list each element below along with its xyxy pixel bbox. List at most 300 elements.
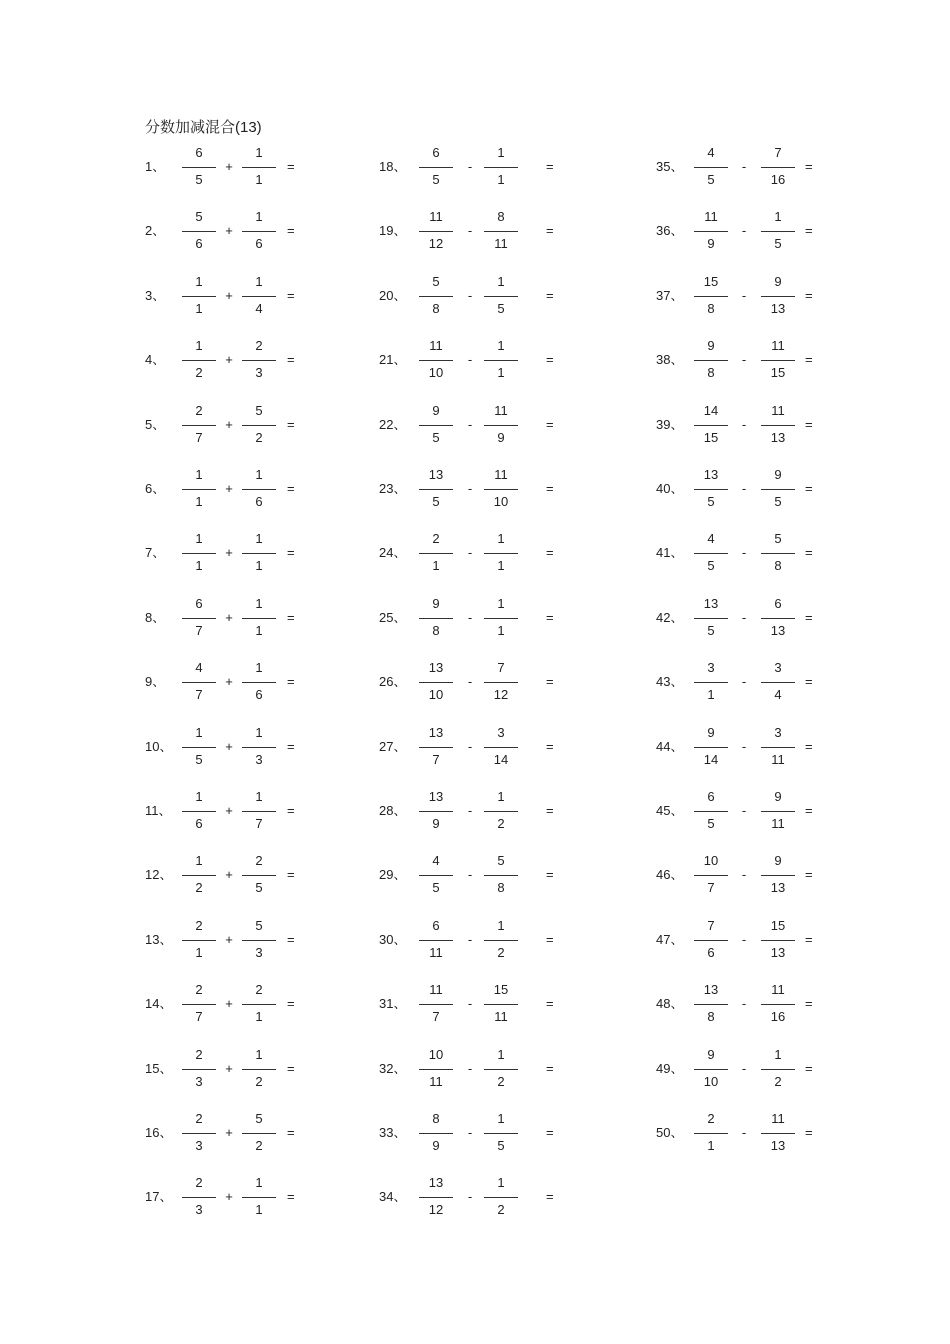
operator-sign: - (741, 352, 747, 368)
operator-sign: - (467, 159, 473, 174)
fraction-bar (694, 296, 728, 297)
fraction-bar (761, 618, 795, 619)
numerator: 1 (195, 531, 203, 547)
numerator: 15 (493, 982, 509, 998)
equals-sign: = (546, 931, 554, 947)
denominator: 8 (432, 622, 440, 638)
equals-sign: = (546, 609, 554, 625)
fraction (694, 465, 728, 515)
numerator: 6 (432, 145, 440, 160)
denominator: 13 (770, 300, 786, 316)
numerator: 10 (703, 853, 719, 869)
problem-item (0, 207, 950, 257)
denominator: 16 (770, 1009, 786, 1025)
fraction (761, 916, 795, 966)
equals-sign: = (546, 1060, 554, 1076)
operator-sign: - (467, 1189, 473, 1205)
numerator: 13 (428, 724, 444, 740)
fraction (694, 1109, 728, 1159)
problem-number: 48、 (656, 996, 684, 1012)
equals-sign: = (546, 1125, 554, 1140)
problem-item (0, 1109, 950, 1159)
fraction-bar (694, 553, 728, 554)
problem-number: 2、 (145, 223, 166, 239)
fraction-bar (761, 1069, 795, 1070)
numerator: 4 (195, 660, 203, 676)
fraction (694, 851, 728, 901)
denominator: 2 (774, 1073, 782, 1089)
equals-sign: = (287, 352, 295, 368)
problem-number: 44、 (656, 738, 684, 754)
operator-sign: - (467, 1060, 473, 1076)
denominator: 5 (707, 816, 715, 831)
operator-sign: + (225, 867, 233, 883)
numerator: 8 (497, 209, 505, 225)
denominator: 16 (770, 172, 786, 187)
numerator: 2 (255, 338, 263, 354)
numerator: 2 (255, 853, 263, 869)
numerator: 1 (195, 789, 203, 804)
numerator: 10 (428, 1046, 444, 1062)
numerator: 4 (707, 145, 715, 160)
denominator: 1 (707, 687, 715, 703)
numerator: 3 (774, 660, 782, 676)
denominator: 5 (707, 622, 715, 638)
numerator: 1 (497, 1175, 505, 1191)
operator-sign: - (467, 674, 473, 690)
numerator: 2 (432, 531, 440, 547)
denominator: 3 (255, 944, 263, 960)
denominator: 5 (432, 494, 440, 509)
problem-number: 26、 (379, 674, 407, 690)
fraction-bar (694, 231, 728, 232)
operator-sign: + (225, 996, 233, 1012)
problem-number: 42、 (656, 609, 684, 625)
problem-number: 19、 (379, 223, 407, 239)
numerator: 14 (703, 402, 719, 418)
operator-sign: - (467, 481, 473, 496)
operator-sign: + (225, 545, 233, 561)
problem-number: 23、 (379, 481, 407, 496)
denominator: 2 (195, 880, 203, 896)
operator-sign: - (467, 287, 473, 303)
numerator: 9 (774, 467, 782, 482)
equals-sign: = (546, 159, 554, 174)
numerator: 4 (707, 531, 715, 547)
denominator: 11 (429, 944, 443, 960)
denominator: 2 (497, 816, 505, 831)
problem-number: 16、 (145, 1125, 173, 1140)
problem-number: 1、 (145, 159, 166, 174)
denominator: 7 (707, 880, 715, 896)
numerator: 1 (255, 1046, 263, 1062)
operator-sign: - (467, 1125, 473, 1140)
denominator: 2 (255, 1138, 263, 1153)
numerator: 9 (774, 853, 782, 869)
numerator: 9 (707, 1046, 715, 1062)
numerator: 13 (703, 595, 719, 611)
numerator: 11 (771, 1111, 785, 1126)
operator-sign: - (741, 159, 747, 174)
problem-number: 37、 (656, 287, 684, 303)
problem-item (0, 787, 950, 837)
numerator: 13 (703, 982, 719, 998)
equals-sign: = (805, 1125, 813, 1140)
numerator: 2 (195, 917, 203, 933)
equals-sign: = (546, 867, 554, 883)
numerator: 1 (255, 595, 263, 611)
numerator: 3 (774, 724, 782, 740)
numerator: 6 (707, 789, 715, 804)
equals-sign: = (805, 287, 813, 303)
denominator: 7 (195, 622, 203, 638)
problem-item (0, 916, 950, 966)
problem-item (0, 465, 950, 515)
numerator: 5 (497, 853, 505, 869)
denominator: 1 (195, 494, 203, 509)
operator-sign: + (225, 223, 233, 239)
denominator: 9 (497, 429, 505, 445)
denominator: 13 (770, 429, 786, 445)
equals-sign: = (546, 674, 554, 690)
denominator: 5 (432, 429, 440, 445)
fraction (761, 336, 795, 386)
denominator: 5 (195, 751, 203, 767)
equals-sign: = (546, 223, 554, 239)
problem-number: 20、 (379, 287, 407, 303)
numerator: 2 (195, 1046, 203, 1062)
numerator: 2 (255, 982, 263, 998)
denominator: 5 (707, 172, 715, 187)
operator-sign: - (741, 738, 747, 754)
problem-number: 46、 (656, 867, 684, 883)
fraction-bar (694, 875, 728, 876)
problem-item (0, 980, 950, 1030)
denominator: 9 (432, 816, 440, 831)
denominator: 1 (255, 622, 263, 638)
problem-number: 31、 (379, 996, 407, 1012)
numerator: 2 (195, 982, 203, 998)
numerator: 1 (195, 273, 203, 289)
denominator: 7 (195, 429, 203, 445)
denominator: 1 (255, 172, 263, 187)
denominator: 13 (770, 944, 786, 960)
denominator: 5 (774, 236, 782, 252)
numerator: 4 (432, 853, 440, 869)
fraction (761, 207, 795, 257)
problem-number: 22、 (379, 416, 407, 432)
denominator: 2 (497, 944, 505, 960)
problem-number: 50、 (656, 1125, 684, 1140)
numerator: 11 (771, 402, 785, 418)
fraction (761, 594, 795, 644)
fraction-bar (694, 360, 728, 361)
denominator: 13 (770, 1138, 786, 1153)
numerator: 6 (432, 917, 440, 933)
numerator: 1 (195, 724, 203, 740)
fraction (694, 143, 728, 193)
problem-item (0, 658, 950, 708)
operator-sign: - (741, 287, 747, 303)
operator-sign: - (741, 931, 747, 947)
problem-number: 25、 (379, 609, 407, 625)
denominator: 5 (707, 558, 715, 574)
operator-sign: - (467, 416, 473, 432)
fraction-bar (694, 618, 728, 619)
fraction-bar (761, 489, 795, 490)
problem-number: 49、 (656, 1060, 684, 1076)
denominator: 1 (255, 1009, 263, 1025)
operator-sign: - (741, 803, 747, 818)
denominator: 8 (432, 300, 440, 316)
problem-number: 43、 (656, 674, 684, 690)
equals-sign: = (805, 416, 813, 432)
operator-sign: + (225, 416, 233, 432)
fraction-bar (761, 682, 795, 683)
problem-item (0, 529, 950, 579)
numerator: 13 (703, 467, 719, 482)
numerator: 6 (195, 145, 203, 160)
numerator: 7 (707, 917, 715, 933)
denominator: 10 (428, 687, 444, 703)
fraction (761, 1109, 795, 1159)
numerator: 6 (774, 595, 782, 611)
denominator: 5 (497, 300, 505, 316)
denominator: 12 (428, 236, 444, 252)
numerator: 9 (774, 273, 782, 289)
fraction-bar (694, 1004, 728, 1005)
equals-sign: = (287, 674, 295, 690)
fraction (761, 529, 795, 579)
numerator: 11 (429, 338, 443, 354)
denominator: 1 (195, 558, 203, 574)
numerator: 1 (255, 273, 263, 289)
denominator: 11 (771, 751, 785, 767)
fraction (694, 272, 728, 322)
denominator: 3 (195, 1202, 203, 1218)
numerator: 1 (497, 273, 505, 289)
denominator: 5 (774, 494, 782, 509)
problem-item (0, 1045, 950, 1095)
problem-item (0, 143, 950, 193)
problem-number: 5、 (145, 416, 166, 432)
fraction (694, 980, 728, 1030)
denominator: 8 (707, 365, 715, 381)
numerator: 5 (255, 402, 263, 418)
denominator: 6 (255, 687, 263, 703)
fraction-bar (761, 811, 795, 812)
numerator: 1 (497, 789, 505, 804)
fraction (694, 207, 728, 257)
fraction (694, 916, 728, 966)
denominator: 6 (195, 236, 203, 252)
denominator: 1 (497, 558, 505, 574)
fraction (694, 723, 728, 773)
equals-sign: = (287, 609, 295, 625)
fraction (694, 594, 728, 644)
denominator: 14 (493, 751, 509, 767)
numerator: 1 (255, 724, 263, 740)
fraction (761, 658, 795, 708)
fraction-bar (761, 296, 795, 297)
denominator: 4 (255, 300, 263, 316)
equals-sign: = (546, 738, 554, 754)
denominator: 4 (774, 687, 782, 703)
numerator: 2 (195, 1111, 203, 1126)
equals-sign: = (805, 867, 813, 883)
fraction-bar (761, 167, 795, 168)
denominator: 7 (432, 751, 440, 767)
fraction-bar (419, 1197, 453, 1198)
operator-sign: - (467, 931, 473, 947)
fraction-bar (694, 167, 728, 168)
problem-item (0, 272, 950, 322)
equals-sign: = (287, 931, 295, 947)
numerator: 11 (704, 209, 718, 225)
fraction (694, 336, 728, 386)
numerator: 9 (432, 402, 440, 418)
problem-number: 39、 (656, 416, 684, 432)
numerator: 13 (428, 789, 444, 804)
operator-sign: - (467, 738, 473, 754)
fraction (419, 1173, 453, 1223)
numerator: 2 (707, 1111, 715, 1126)
equals-sign: = (805, 352, 813, 368)
fraction (694, 787, 728, 837)
operator-sign: + (225, 738, 233, 754)
problem-item (0, 723, 950, 773)
equals-sign: = (287, 738, 295, 754)
numerator: 9 (707, 338, 715, 354)
denominator: 1 (195, 944, 203, 960)
problem-number: 47、 (656, 931, 684, 947)
problem-number: 34、 (379, 1189, 407, 1205)
denominator: 8 (774, 558, 782, 574)
denominator: 1 (255, 1202, 263, 1218)
equals-sign: = (546, 545, 554, 561)
denominator: 13 (770, 622, 786, 638)
operator-sign: + (225, 609, 233, 625)
numerator: 1 (255, 209, 263, 225)
numerator: 15 (703, 273, 719, 289)
numerator: 5 (195, 209, 203, 225)
problem-number: 33、 (379, 1125, 407, 1140)
numerator: 1 (255, 1175, 263, 1191)
denominator: 10 (493, 494, 509, 509)
fraction (761, 272, 795, 322)
denominator: 1 (255, 558, 263, 574)
numerator: 2 (195, 1175, 203, 1191)
denominator: 7 (432, 1009, 440, 1025)
operator-sign: + (225, 1125, 233, 1140)
denominator: 8 (497, 880, 505, 896)
equals-sign: = (287, 159, 295, 174)
equals-sign: = (287, 416, 295, 432)
denominator: 11 (429, 1073, 443, 1089)
numerator: 1 (497, 1046, 505, 1062)
operator-sign: - (741, 609, 747, 625)
denominator: 12 (428, 1202, 444, 1218)
equals-sign: = (287, 803, 295, 818)
denominator: 15 (770, 365, 786, 381)
numerator: 1 (255, 660, 263, 676)
numerator: 15 (770, 917, 786, 933)
equals-sign: = (805, 931, 813, 947)
denominator: 5 (707, 494, 715, 509)
denominator: 11 (771, 816, 785, 831)
numerator: 7 (774, 145, 782, 160)
operator-sign: + (225, 481, 233, 496)
denominator: 9 (432, 1138, 440, 1153)
operator-sign: - (741, 223, 747, 239)
equals-sign: = (287, 287, 295, 303)
equals-sign: = (546, 352, 554, 368)
operator-sign: - (467, 803, 473, 818)
fraction-bar (761, 360, 795, 361)
fraction-bar (694, 1069, 728, 1070)
operator-sign: + (225, 1060, 233, 1076)
problem-number: 41、 (656, 545, 684, 561)
denominator: 6 (707, 944, 715, 960)
denominator: 10 (428, 365, 444, 381)
denominator: 6 (255, 236, 263, 252)
operator-sign: - (467, 609, 473, 625)
problem-number: 35、 (656, 159, 684, 174)
denominator: 3 (195, 1138, 203, 1153)
operator-sign: + (225, 931, 233, 947)
problem-number: 15、 (145, 1060, 173, 1076)
denominator: 1 (497, 622, 505, 638)
denominator: 5 (497, 1138, 505, 1153)
problem-number: 32、 (379, 1060, 407, 1076)
operator-sign: + (225, 674, 233, 690)
operator-sign: - (741, 481, 747, 496)
denominator: 2 (255, 1073, 263, 1089)
problem-number: 21、 (379, 352, 407, 368)
numerator: 13 (428, 660, 444, 676)
denominator: 2 (497, 1202, 505, 1218)
equals-sign: = (805, 481, 813, 496)
denominator: 1 (432, 558, 440, 574)
equals-sign: = (805, 609, 813, 625)
denominator: 1 (497, 172, 505, 187)
operator-sign: - (741, 996, 747, 1012)
numerator: 3 (497, 724, 505, 740)
operator-sign: - (467, 996, 473, 1012)
fraction-bar (694, 425, 728, 426)
numerator: 1 (497, 338, 505, 354)
numerator: 13 (428, 467, 444, 482)
problem-number: 13、 (145, 931, 173, 947)
operator-sign: - (741, 545, 747, 561)
problem-number: 29、 (379, 867, 407, 883)
problem-number: 30、 (379, 931, 407, 947)
operator-sign: - (467, 352, 473, 368)
numerator: 1 (497, 595, 505, 611)
numerator: 2 (195, 402, 203, 418)
numerator: 9 (707, 724, 715, 740)
operator-sign: - (741, 1060, 747, 1076)
denominator: 11 (494, 1009, 508, 1025)
numerator: 5 (255, 917, 263, 933)
numerator: 1 (195, 853, 203, 869)
operator-sign: - (741, 867, 747, 883)
numerator: 1 (774, 209, 782, 225)
numerator: 11 (429, 982, 443, 998)
operator-sign: + (225, 159, 233, 174)
numerator: 1 (497, 1111, 505, 1126)
equals-sign: = (546, 996, 554, 1012)
